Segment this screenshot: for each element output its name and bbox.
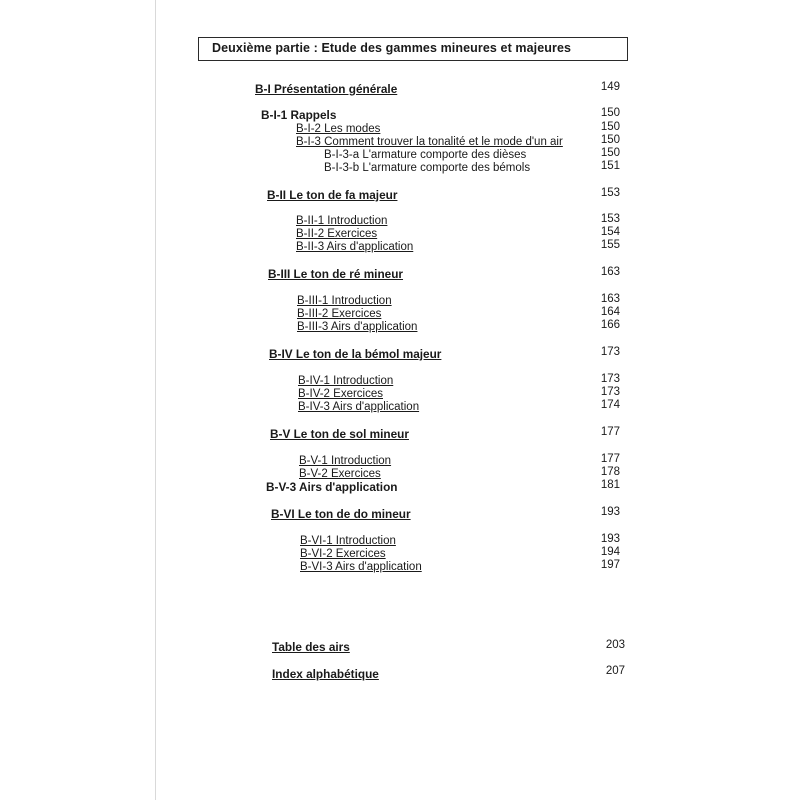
toc-entry-b-vi: B-VI Le ton de do mineur [271,507,411,521]
toc-entry-b-ii-3: B-II-3 Airs d'application [296,241,414,253]
toc-page-b-ii: 153 [600,187,620,199]
toc-entry-b-iii: B-III Le ton de ré mineur [268,267,404,281]
toc-entry-b-iv-2: B-IV-2 Exercices [298,388,383,400]
toc-entry-b-iii-2: B-III-2 Exercices [297,308,382,320]
toc-entry-b-ii: B-II Le ton de fa majeur [267,188,398,202]
toc-page-b-iii-2: 164 [600,306,620,318]
toc-entry-b-vi-1: B-VI-1 Introduction [300,535,396,547]
toc-entry-b-vi-2: B-VI-2 Exercices [300,548,386,560]
toc-entry-b-i-3-a: B-I-3-a L'armature comporte des dièses [324,149,527,161]
toc-page-b-v-2: 178 [600,466,620,478]
toc-page-b-i-3-a: 150 [600,147,620,159]
toc-entry-b-v-1: B-V-1 Introduction [299,455,392,467]
toc-page-b-iv-1: 173 [600,373,620,385]
toc-entry-b-i: B-I Présentation générale [255,82,398,96]
toc-page-b-i-3-b: 151 [600,160,620,172]
toc-page-b-i-1: 150 [600,107,620,119]
toc-entry-table-des-airs: Table des airs [272,640,350,654]
toc-entry-b-v: B-V Le ton de sol mineur [270,427,409,441]
part-title: Deuxième partie : Etude des gammes mineures et majeures [212,41,572,55]
toc-page-table-des-airs: 203 [605,639,625,651]
toc-page-b-vi-2: 194 [600,546,620,558]
toc-page-b-vi: 193 [600,506,620,518]
toc-page-b-v: 177 [600,426,620,438]
toc-page-index-alphabetique: 207 [605,665,625,677]
toc-page-b-iii-1: 163 [600,293,620,305]
toc-page-b-i: 149 [600,81,620,93]
toc-page-b-iv-3: 174 [600,399,620,411]
toc-entry-b-i-3: B-I-3 Comment trouver la tonalité et le mode d'un air [296,136,563,148]
toc-entry-b-iii-3: B-III-3 Airs d'application [297,321,418,333]
toc-entry-b-iii-1: B-III-1 Introduction [297,295,392,307]
toc-page-b-vi-3: 197 [600,559,620,571]
toc-entry-b-i-1: B-I-1 Rappels [261,108,337,122]
toc-page-b-iii-3: 166 [600,319,620,331]
toc-page-b-v-1: 177 [600,453,620,465]
toc-entry-b-iv-3: B-IV-3 Airs d'application [298,401,420,413]
page-edge-line [155,0,156,800]
toc-page-b-ii-1: 153 [600,213,620,225]
toc-entry-index-alphabetique: Index alphabétique [272,667,379,681]
toc-entry-b-i-2: B-I-2 Les modes [296,123,381,135]
toc-page-b-ii-3: 155 [600,239,620,251]
toc-entry-b-iv-1: B-IV-1 Introduction [298,375,394,387]
toc-page-b-ii-2: 154 [600,226,620,238]
toc-page-b-iv: 173 [600,346,620,358]
toc-page-b-i-3: 150 [600,134,620,146]
toc-entry-b-vi-3: B-VI-3 Airs d'application [300,561,422,573]
toc-page-b-i-2: 150 [600,121,620,133]
toc-entry-b-iv: B-IV Le ton de la bémol majeur [269,347,442,361]
toc-page-b-vi-1: 193 [600,533,620,545]
toc-page-b-iv-2: 173 [600,386,620,398]
toc-entry-b-i-3-b: B-I-3-b L'armature comporte des bémols [324,162,531,174]
toc-entry-b-ii-2: B-II-2 Exercices [296,228,378,240]
toc-entry-b-v-2: B-V-2 Exercices [299,468,381,480]
toc-page-b-iii: 163 [600,266,620,278]
toc-page-b-v-3: 181 [600,479,620,491]
toc-entry-b-v-3: B-V-3 Airs d'application [266,480,398,494]
toc-entry-b-ii-1: B-II-1 Introduction [296,215,388,227]
